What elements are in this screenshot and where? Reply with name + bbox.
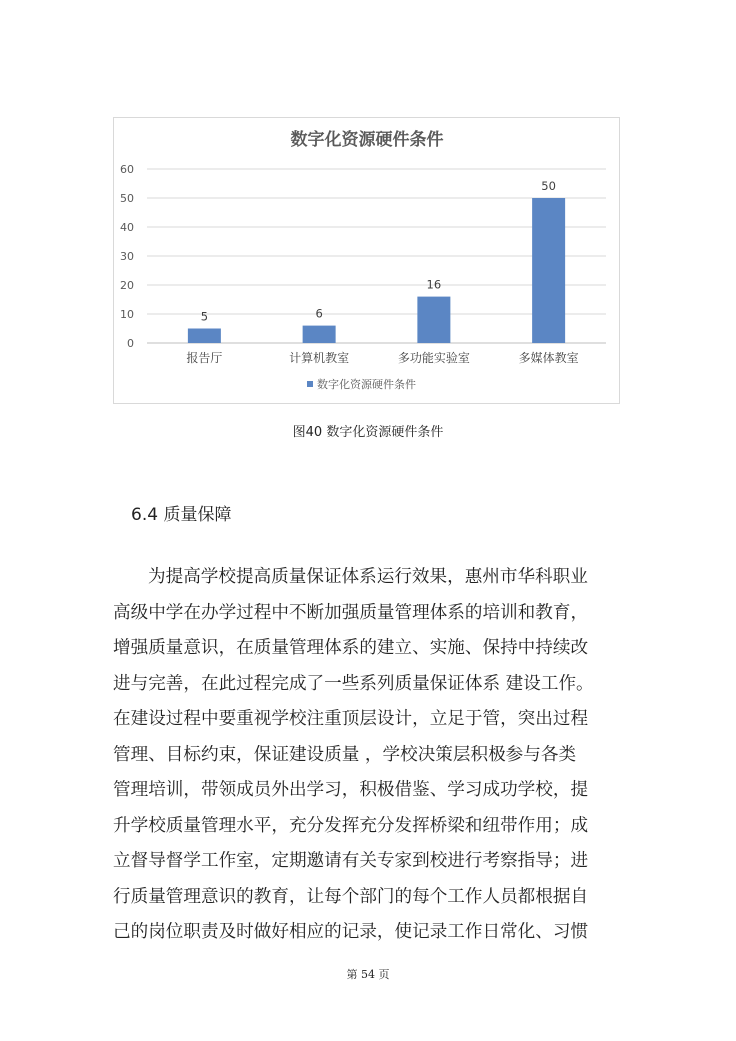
paragraph-line: 在建设过程中要重视学校注重顶层设计，立足于管，突出过程 [113, 709, 589, 729]
chart-svg [114, 118, 621, 405]
chart-title: 数字化资源硬件条件 [290, 130, 444, 150]
paragraph-line: 升学校质量管理水平，充分发挥充分发挥桥梁和纽带作用；成 [113, 815, 589, 836]
paragraph-line: 管理培训，带领成员外出学习，积极借鉴、学习成功学校，提 [113, 780, 589, 800]
y-tick-label: 10 [120, 308, 134, 321]
bar [188, 329, 221, 344]
data-label: 16 [426, 277, 442, 292]
x-tick-label: 多功能实验室 [397, 351, 470, 365]
paragraph-line: 高级中学在办学过程中不断加强质量管理体系的培训和教育， [113, 602, 589, 623]
paragraph-line: 增强质量意识，在质量管理体系的建立、实施、保持中持续改 [113, 638, 589, 658]
y-tick-label: 20 [120, 279, 134, 292]
y-tick-label: 0 [127, 337, 134, 350]
x-tick-label: 报告厅 [186, 351, 223, 365]
y-tick-label: 50 [120, 192, 134, 205]
paragraph-line: 立督导督学工作室，定期邀请有关专家到校进行考察指导；进 [113, 851, 589, 871]
section-heading: 6.4 质量保障 [131, 505, 232, 525]
data-label: 6 [315, 306, 323, 321]
bar [303, 326, 336, 343]
x-tick-label: 计算机教室 [289, 351, 350, 365]
paragraph-line: 进与完善，在此过程完成了一些系列质量保证体系 建设工作。 [113, 673, 594, 694]
legend-swatch [307, 381, 313, 387]
y-tick-label: 30 [120, 250, 134, 263]
data-label: 50 [541, 179, 556, 193]
body-paragraph [113, 560, 638, 951]
data-label: 5 [200, 309, 209, 324]
y-tick-label: 40 [120, 221, 134, 234]
y-tick-label: 60 [120, 163, 134, 176]
legend-label: 数字化资源硬件条件 [317, 378, 416, 391]
bar [417, 297, 450, 343]
paragraph-line: 己的岗位职责及时做好相应的记录，使记录工作日常化、习惯 [113, 922, 589, 942]
paragraph-line: 管理、目标约束，保证建设质量 ，学校决策层积极参与各类 [113, 744, 577, 765]
page-number: 第 54 页 [346, 968, 390, 981]
bar [532, 198, 565, 343]
x-tick-label: 多媒体教室 [518, 351, 579, 365]
figure-caption: 图40 数字化资源硬件条件 [292, 425, 444, 440]
paragraph-line: 为提高学校提高质量保证体系运行效果，惠州市华科职业 [148, 567, 588, 587]
bar-chart [113, 117, 620, 404]
paragraph-line: 行质量管理意识的教育，让每个部门的每个工作人员都根据自 [113, 886, 589, 907]
